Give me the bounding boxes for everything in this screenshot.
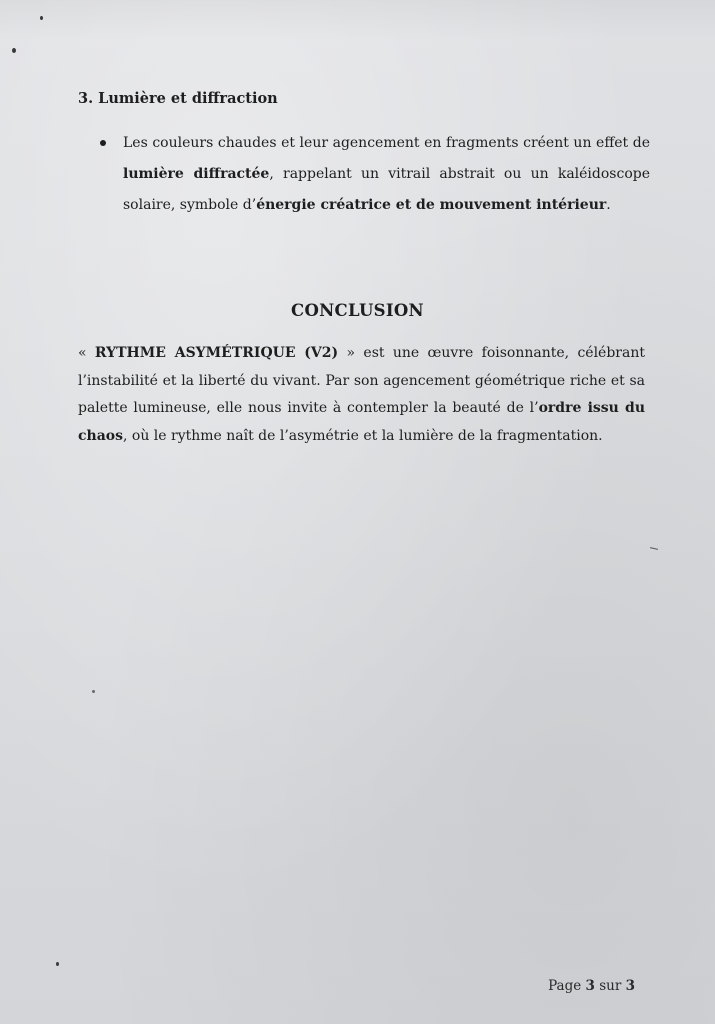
bullet-list: [98, 128, 650, 221]
conclusion-emphasis: ordre issu du chaos: [78, 400, 645, 444]
page-total: 3: [625, 978, 635, 994]
bullet-emphasis-2: énergie créatrice et de mouvement intérieur: [256, 197, 607, 213]
paper-speck: [40, 16, 43, 20]
paper-speck: [12, 48, 16, 53]
conclusion-title: CONCLUSION: [291, 301, 424, 320]
page-sep: sur: [594, 978, 626, 994]
paper-speck: [650, 547, 658, 550]
bullet-emphasis-1: lumière diffractée: [123, 166, 270, 182]
bullet-icon: [100, 140, 106, 146]
list-item: [98, 128, 650, 221]
paper-shadow: [0, 0, 715, 40]
conclusion-text-part2: , où le rythme naît de l’asymétrie et la lumière de la fragmentation.: [123, 427, 603, 444]
conclusion-text-part1: » est une œuvre foisonnante, célébrant l’instabilité et la liberté du vivant. Par son agencement géométrique riche et sa palette lumineuse, elle nous invite à contempler la beauté de l’: [78, 345, 645, 416]
paper-speck: [92, 690, 95, 693]
page-label: Page: [548, 978, 586, 994]
paper-speck: [56, 962, 59, 966]
page-number: [548, 978, 635, 994]
open-quote: «: [78, 345, 95, 361]
bullet-text-part2: , rappelant un vitrail abstrait ou un kaléidoscope solaire, symbole d’: [123, 166, 651, 213]
artwork-title: RYTHME ASYMÉTRIQUE (V2): [94, 345, 339, 361]
bullet-text-part1: Les couleurs chaudes et leur agencement en fragments créent un effet de: [123, 135, 650, 151]
section-heading: 3. Lumière et diffraction: [78, 90, 278, 107]
page-current: 3: [585, 978, 595, 994]
bullet-text-part3: .: [606, 197, 611, 213]
conclusion-paragraph: [78, 340, 645, 450]
